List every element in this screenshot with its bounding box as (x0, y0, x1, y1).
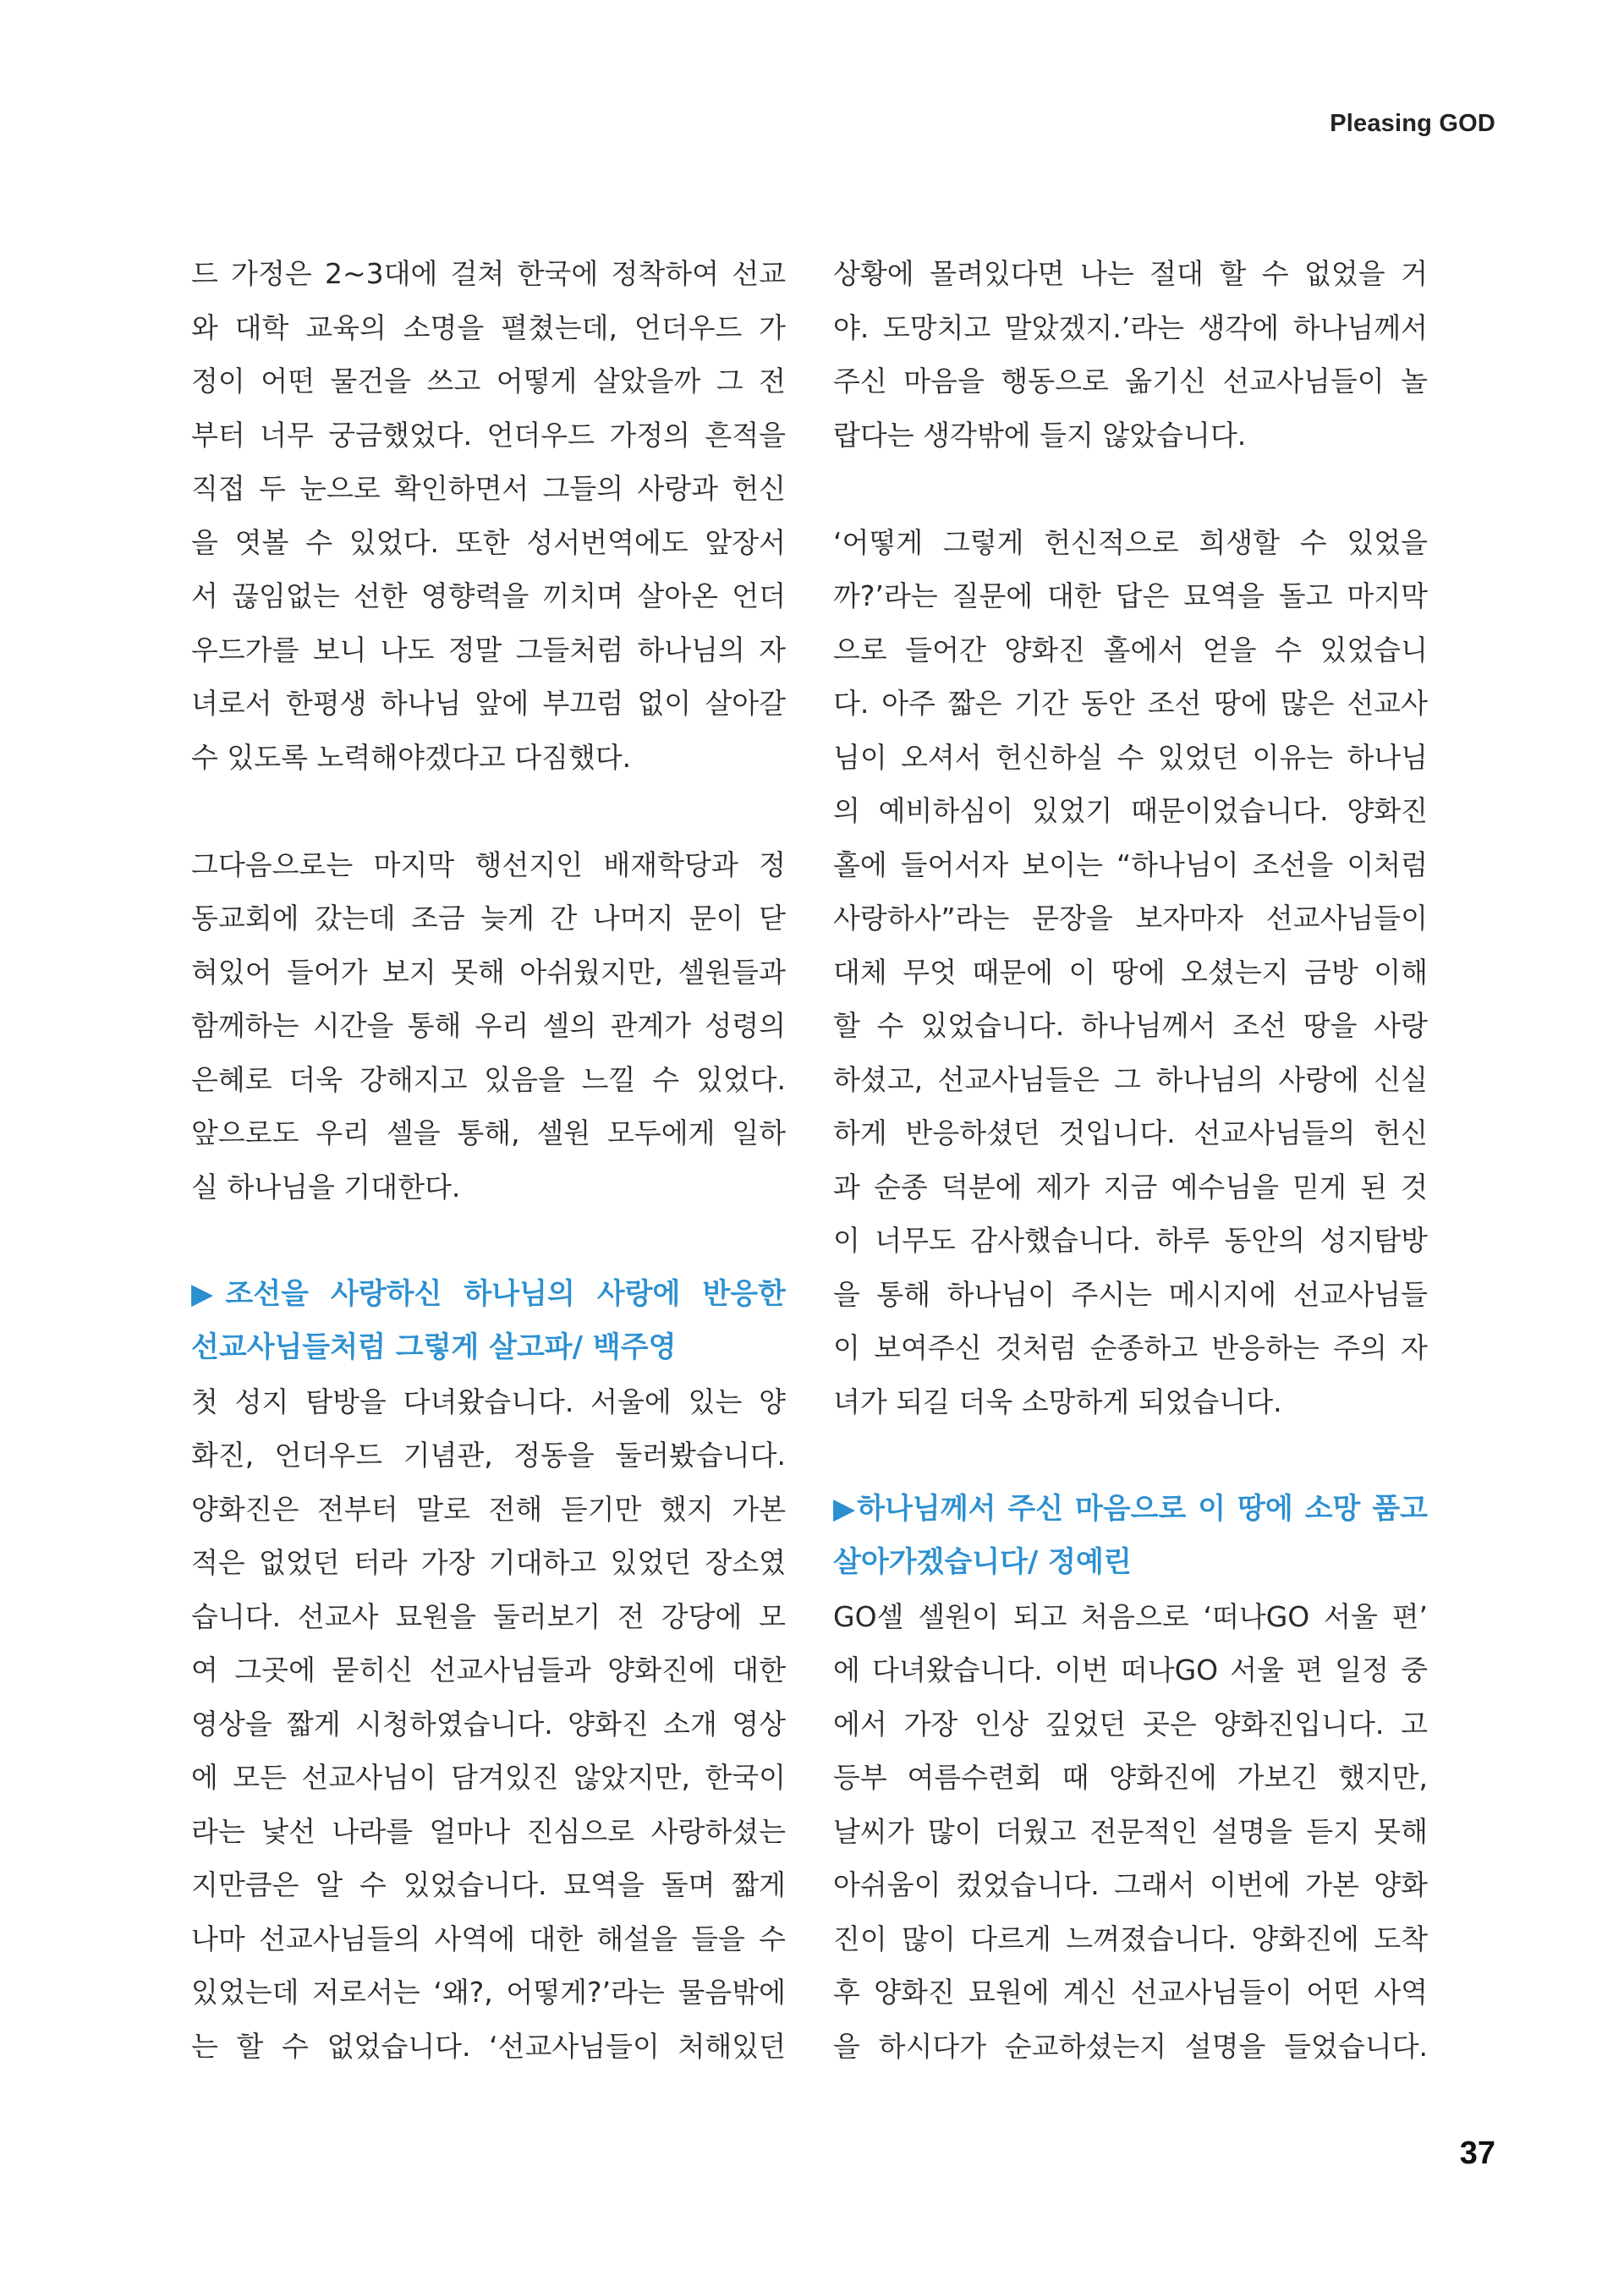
paragraph (833, 247, 1428, 462)
text-line: 여 그곳에 묻히신 선교사님들과 양화진에 대한 (191, 1653, 786, 1686)
text-line: 진이 많이 다르게 느껴졌습니다. 양화진에 도착 (833, 1922, 1428, 1955)
text-line: 다. 아주 짧은 기간 동안 조선 땅에 많은 선교사 (833, 687, 1428, 720)
text-line: 살아가겠습니다/ 정예린 (833, 1545, 1132, 1579)
text-line: 랍다는 생각밖에 들지 않았습니다. (833, 418, 1247, 452)
text-line: 영상을 짧게 시청하였습니다. 양화진 소개 영상 (191, 1707, 786, 1741)
text-line: 이 너무도 감사했습니다. 하루 동안의 성지탐방 (833, 1224, 1428, 1257)
section-heading (191, 1268, 786, 1375)
text-line: 습니다. 선교사 묘원을 둘러보기 전 강당에 모 (191, 1599, 786, 1633)
text-line: 첫 성지 탐방을 다녀왔습니다. 서울에 있는 양 (191, 1385, 786, 1418)
text-line: 혀있어 들어가 보지 못해 아쉬웠지만, 셀원들과 (191, 955, 786, 989)
text-line: 앞으로도 우리 셀을 통해, 셀원 모두에게 일하 (191, 1116, 786, 1149)
text-line: 나마 선교사님들의 사역에 대한 해설을 들을 수 (191, 1922, 786, 1955)
text-line: 후 양화진 묘원에 계신 선교사님들이 어떤 사역 (833, 1976, 1428, 2009)
text-line: 아쉬움이 컸었습니다. 그래서 이번에 가본 양화 (833, 1868, 1428, 1901)
page-number: 37 (1459, 2136, 1495, 2171)
text-line: 라는 낯선 나라를 얼마나 진심으로 사랑하셨는 (191, 1814, 786, 1848)
text-line: 부터 너무 궁금했었다. 언더우드 가정의 흔적을 (191, 418, 786, 452)
text-line: 을 통해 하나님이 주시는 메시지에 선교사님들 (833, 1277, 1428, 1311)
text-line: 화진, 언더우드 기념관, 정동을 둘러봤습니다. (191, 1439, 786, 1472)
text-line: 대체 무엇 때문에 이 땅에 오셨는지 금방 이해 (833, 955, 1428, 989)
text-line: 할 수 있었습니다. 하나님께서 조선 땅을 사랑 (833, 1009, 1428, 1042)
left-column (191, 247, 786, 2073)
text-line: 는 할 수 없었습니다. ‘선교사님들이 처해있던 (191, 2029, 786, 2063)
text-line: 까?’라는 질문에 대한 답은 묘역을 돌고 마지막 (833, 579, 1428, 612)
text-line: 그다음으로는 마지막 행선지인 배재학당과 정 (191, 847, 786, 881)
text-line: 사랑하사”라는 문장을 보자마자 선교사님들이 (833, 902, 1428, 935)
text-line: 날씨가 많이 더웠고 전문적인 설명을 듣지 못해 (833, 1814, 1428, 1848)
text-line: 하셨고, 선교사님들은 그 하나님의 사랑에 신실 (833, 1062, 1428, 1096)
text-line: 선교사님들처럼 그렇게 살고파/ 백주영 (191, 1330, 677, 1364)
text-line: 있었는데 저로서는 ‘왜?, 어떻게?’라는 물음밖에 (191, 1976, 786, 2009)
text-line: 야. 도망치고 말았겠지.’라는 생각에 하나님께서 (833, 310, 1428, 344)
text-line: 주신 마음을 행동으로 옮기신 선교사님들이 놀 (833, 365, 1428, 398)
text-line: 녀가 되길 더욱 소망하게 되었습니다. (833, 1385, 1282, 1418)
text-line: 동교회에 갔는데 조금 늦게 간 나머지 문이 닫 (191, 902, 786, 935)
text-line: 을 엿볼 수 있었다. 또한 성서번역에도 앞장서 (191, 525, 786, 559)
text-line: 을 하시다가 순교하셨는지 설명을 들었습니다. (833, 2029, 1428, 2063)
text-line: 에서 가장 인상 깊었던 곳은 양화진입니다. 고 (833, 1707, 1428, 1741)
text-line: 녀로서 한평생 하나님 앞에 부끄럼 없이 살아갈 (191, 687, 786, 720)
text-line: 님이 오셔서 헌신하실 수 있었던 이유는 하나님 (833, 740, 1428, 774)
text-line: 과 순종 덕분에 제가 지금 예수님을 믿게 된 것 (833, 1170, 1428, 1204)
text-line: 직접 두 눈으로 확인하면서 그들의 사랑과 헌신 (191, 472, 786, 505)
text-line: 함께하는 시간을 통해 우리 셀의 관계가 성령의 (191, 1009, 786, 1042)
text-line: 에 다녀왔습니다. 이번 떠나GO 서울 편 일정 중 (833, 1653, 1428, 1686)
text-line: 으로 들어간 양화진 홀에서 얻을 수 있었습니 (833, 633, 1428, 666)
text-line: 정이 어떤 물건을 쓰고 어떻게 살았을까 그 전 (191, 365, 786, 398)
paragraph (833, 516, 1428, 1429)
text-line: 양화진은 전부터 말로 전해 듣기만 했지 가본 (191, 1492, 786, 1526)
right-column (833, 247, 1428, 2073)
paragraph (191, 247, 786, 784)
text-line: 은혜로 더욱 강해지고 있음을 느낄 수 있었다. (191, 1062, 786, 1096)
text-line: 에 모든 선교사님이 담겨있진 않았지만, 한국이 (191, 1761, 786, 1794)
text-line: 상황에 몰려있다면 나는 절대 할 수 없었을 거 (833, 257, 1428, 290)
text-line: 이 보여주신 것처럼 순종하고 반응하는 주의 자 (833, 1331, 1428, 1364)
text-line: 지만큼은 알 수 있었습니다. 묘역을 돌며 짧게 (191, 1868, 786, 1901)
text-line: 실 하나님을 기대한다. (191, 1170, 461, 1204)
text-line: 드 가정은 2~3대에 걸쳐 한국에 정착하여 선교 (191, 257, 786, 290)
text-line: 와 대학 교육의 소명을 펼쳤는데, 언더우드 가 (191, 310, 786, 344)
text-line: 의 예비하심이 있었기 때문이었습니다. 양화진 (833, 794, 1428, 827)
text-line: ▶조선을 사랑하신 하나님의 사랑에 반응한 (191, 1276, 786, 1311)
text-line: ‘어떻게 그렇게 헌신적으로 희생할 수 있었을 (833, 525, 1428, 559)
text-line: 적은 없었던 터라 가장 기대하고 있었던 장소였 (191, 1546, 786, 1579)
paragraph (833, 1590, 1428, 2074)
text-line: 우드가를 보니 나도 정말 그들처럼 하나님의 자 (191, 633, 786, 666)
text-line: GO셀 셀원이 되고 처음으로 ‘떠나GO 서울 편’ (833, 1599, 1428, 1633)
text-line: 하게 반응하셨던 것입니다. 선교사님들의 헌신 (833, 1116, 1428, 1149)
paragraph (191, 838, 786, 1215)
text-line: 서 끊임없는 선한 영향력을 끼치며 살아온 언더 (191, 579, 786, 612)
section-heading (833, 1483, 1428, 1590)
text-line: 수 있도록 노력해야겠다고 다짐했다. (191, 740, 632, 774)
paragraph (191, 1375, 786, 2074)
text-line: 등부 여름수련회 때 양화진에 가보긴 했지만, (833, 1761, 1428, 1794)
text-line: ▶하나님께서 주신 마음으로 이 땅에 소망 품고 (833, 1491, 1428, 1526)
text-line: 홀에 들어서자 보이는 “하나님이 조선을 이처럼 (833, 847, 1428, 881)
running-header: Pleasing GOD (1330, 110, 1495, 137)
